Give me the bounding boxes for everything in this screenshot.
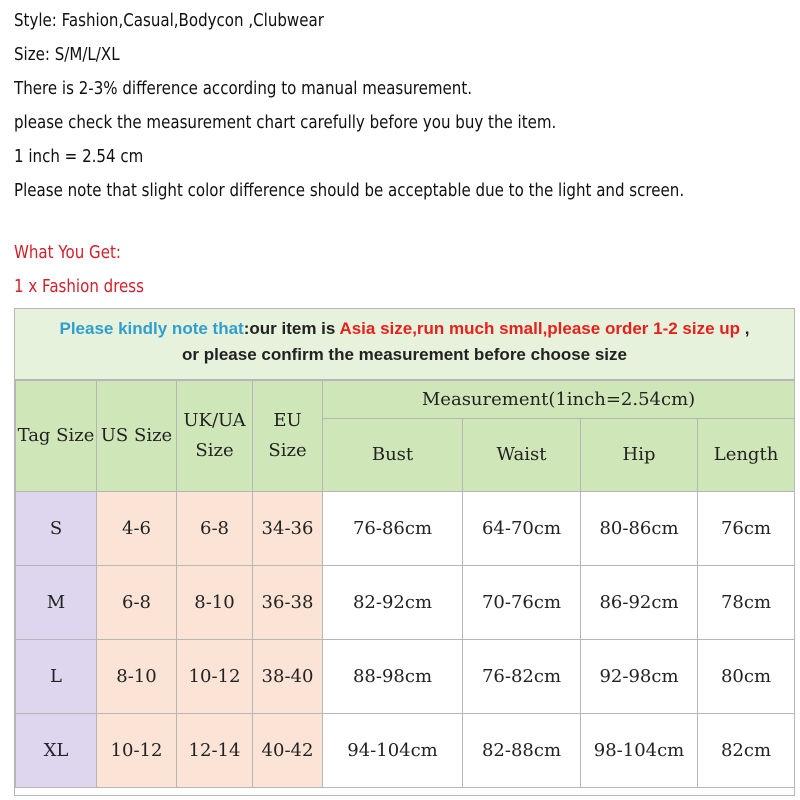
waist-cell: 76-82cm [463,640,581,714]
uk-size-cell: 12-14 [177,714,253,788]
inch-conversion: 1 inch = 2.54 cm [14,147,144,167]
length-cell: 80cm [698,640,795,714]
check-chart-note: please check the measurement chart carefully before you buy the item. [14,113,557,133]
tag-size-cell: L [16,640,97,714]
eu-size-cell: 34-36 [253,492,323,566]
uk-size-cell: 8-10 [177,566,253,640]
header-tag-size: Tag Size [16,381,97,492]
product-description [14,4,794,208]
size-notice [15,309,794,380]
header-eu-size: EU Size [253,381,323,492]
tag-size-cell: M [16,566,97,640]
notice-line-2: or please confirm the measurement before choose size [182,345,627,364]
bust-cell: 76-86cm [323,492,463,566]
table-row [16,492,795,566]
difference-note: There is 2-3% difference according to manual measurement. [14,79,473,99]
tag-size-cell: S [16,492,97,566]
size-line: Size: S/M/L/XL [14,45,120,65]
hip-cell: 92-98cm [581,640,698,714]
header-us-size: US Size [97,381,177,492]
hip-cell: 80-86cm [581,492,698,566]
us-size-cell: 8-10 [97,640,177,714]
eu-size-cell: 40-42 [253,714,323,788]
header-uk-line1: UK/UA [183,410,246,431]
what-you-get-item: 1 x Fashion dress [14,277,144,297]
bust-cell: 94-104cm [323,714,463,788]
length-cell: 76cm [698,492,795,566]
header-hip: Hip [581,419,698,492]
header-uk-size [177,381,253,492]
uk-size-cell: 10-12 [177,640,253,714]
notice-lead: Please kindly note that [59,319,244,338]
notice-mid: :our item is [243,319,340,338]
length-cell: 78cm [698,566,795,640]
header-length: Length [698,419,795,492]
what-you-get [14,236,414,304]
bust-cell: 88-98cm [323,640,463,714]
size-chart [14,308,795,796]
uk-size-cell: 6-8 [177,492,253,566]
table-row [16,640,795,714]
waist-cell: 82-88cm [463,714,581,788]
hip-cell: 86-92cm [581,566,698,640]
header-measurement: Measurement(1inch=2.54cm) [323,381,795,419]
style-line: Style: Fashion,Casual,Bodycon ,Clubwear [14,11,324,31]
size-table [15,380,795,788]
tag-size-cell: XL [16,714,97,788]
header-bust: Bust [323,419,463,492]
header-uk-line2: Size [195,440,234,461]
eu-size-cell: 36-38 [253,566,323,640]
table-row [16,714,795,788]
table-row [16,566,795,640]
hip-cell: 98-104cm [581,714,698,788]
notice-tail: , [740,319,750,338]
us-size-cell: 4-6 [97,492,177,566]
notice-line-1 [15,318,794,340]
waist-cell: 70-76cm [463,566,581,640]
us-size-cell: 10-12 [97,714,177,788]
color-difference-note: Please note that slight color difference should be acceptable due to the light and screen. [14,181,685,201]
notice-highlight: Asia size,run much small,please order 1-2 size up [339,319,741,338]
eu-size-cell: 38-40 [253,640,323,714]
header-row-1 [16,381,795,419]
us-size-cell: 6-8 [97,566,177,640]
header-waist: Waist [463,419,581,492]
what-you-get-title: What You Get: [14,243,121,263]
waist-cell: 64-70cm [463,492,581,566]
bust-cell: 82-92cm [323,566,463,640]
length-cell: 82cm [698,714,795,788]
